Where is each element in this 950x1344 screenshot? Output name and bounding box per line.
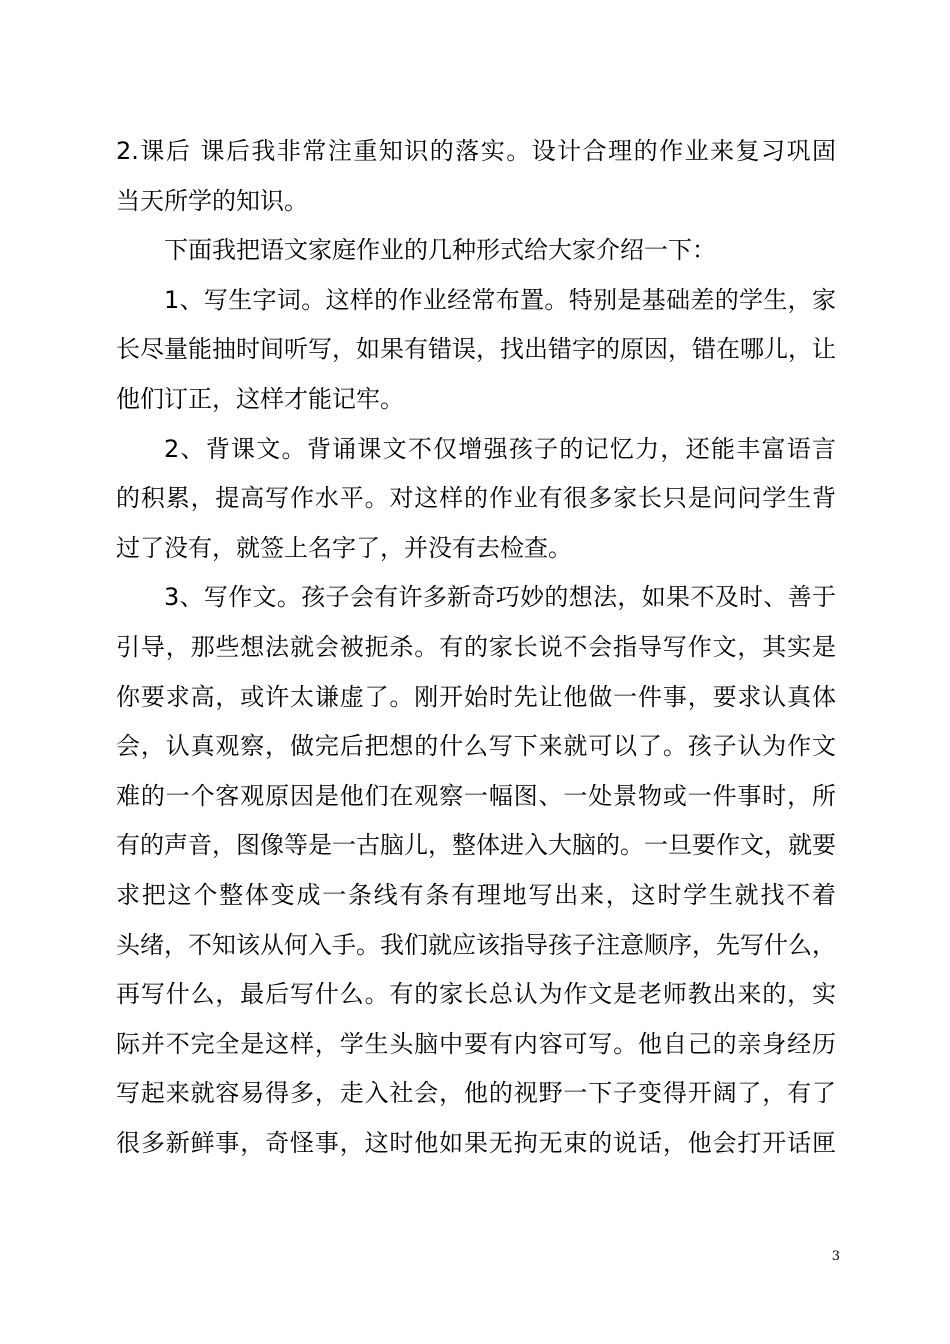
page-number: 3 [831,1249,840,1264]
text-line: 下面我把语文家庭作业的几种形式给大家介绍一下： [164,236,716,265]
text-line: 头绪，不知该从何入手。我们就应该指导孩子注意顺序，先写什么， [116,930,836,959]
text-line: 2、背课文。背诵课文不仅增强孩子的记忆力，还能丰富语言 [164,434,836,463]
text-line: 他们订正，这样才能记牢。 [116,384,404,413]
text-line: 1、写生字词。这样的作业经常布置。特别是基础差的学生，家 [164,285,836,314]
body-text [116,127,836,1168]
text-line: 很多新鲜事，奇怪事，这时他如果无拘无束的说话，他会打开话匣 [116,1128,836,1157]
text-line: 的积累，提高写作水平。对这样的作业有很多家长只是问问学生背 [116,484,836,513]
text-line: 难的一个客观原因是他们在观察一幅图、一处景物或一件事时，所 [116,781,836,810]
text-line: 际并不完全是这样，学生头脑中要有内容可写。他自己的亲身经历 [116,1029,836,1058]
text-line: 长尽量能抽时间听写，如果有错误，找出错字的原因，错在哪儿，让 [116,335,836,364]
text-line: 过了没有，就签上名字了，并没有去检查。 [116,533,572,562]
text-line: 有的声音，图像等是一古脑儿，整体进入大脑的。一旦要作文，就要 [116,831,836,860]
text-line: 你要求高，或许太谦虚了。刚开始时先让他做一件事，要求认真体 [116,682,836,711]
text-line: 当天所学的知识。 [116,186,308,215]
text-line: 再写什么，最后写什么。有的家长总认为作文是老师教出来的，实 [116,980,836,1009]
text-line: 2.课后 课后我非常注重知识的落实。设计合理的作业来复习巩固 [116,137,836,165]
text-line: 3、写作文。孩子会有许多新奇巧妙的想法，如果不及时、善于 [164,583,836,612]
text-line: 写起来就容易得多，走入社会，他的视野一下子变得开阔了，有了 [116,1079,836,1108]
text-line: 引导，那些想法就会被扼杀。有的家长说不会指导写作文，其实是 [116,632,836,661]
text-line: 会，认真观察，做完后把想的什么写下来就可以了。孩子认为作文 [116,732,836,761]
text-line: 求把这个整体变成一条线有条有理地写出来，这时学生就找不着 [116,880,836,909]
